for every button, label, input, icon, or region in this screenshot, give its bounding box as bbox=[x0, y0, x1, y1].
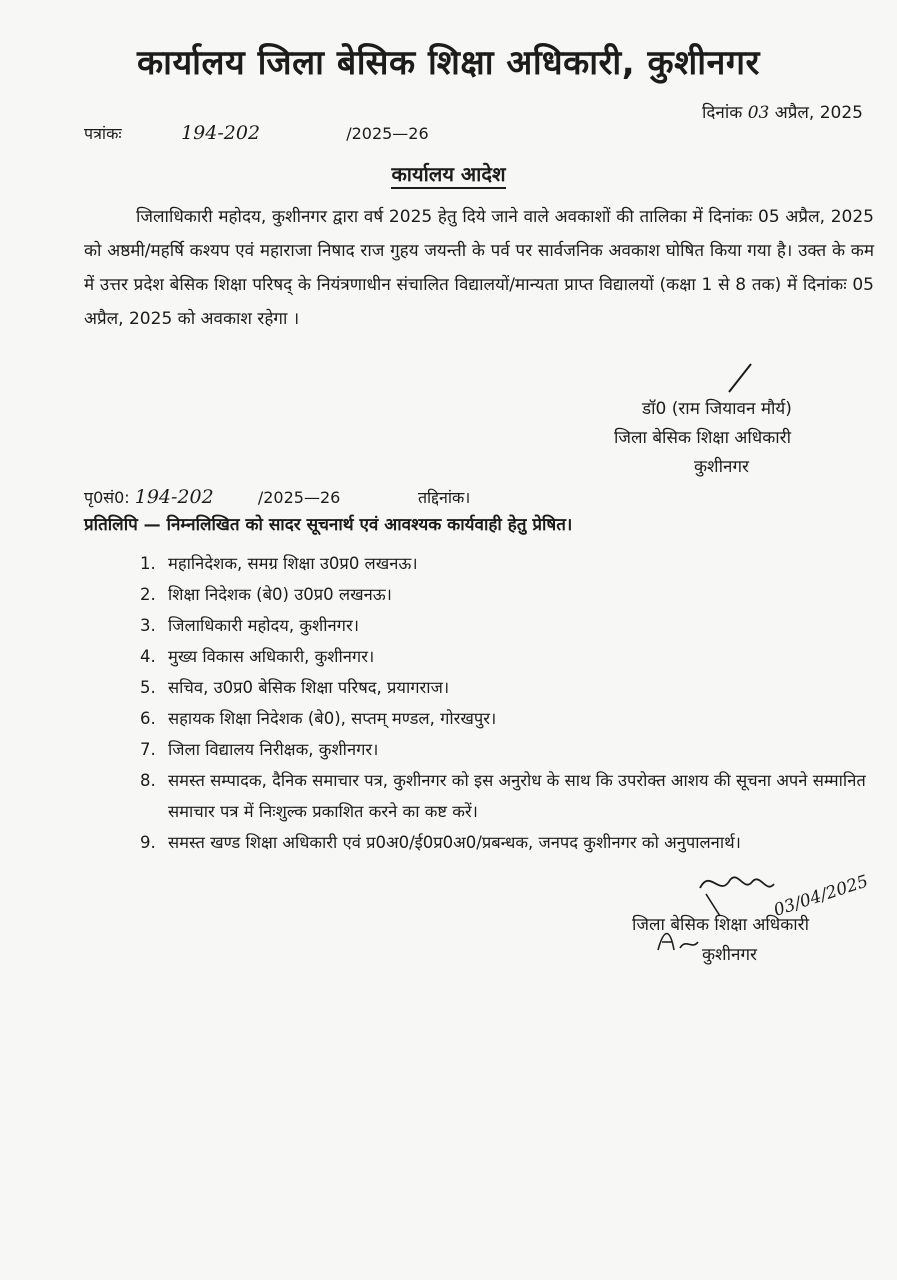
list-item bbox=[140, 579, 880, 610]
signature-stroke-icon bbox=[725, 360, 755, 396]
item-number: 2. bbox=[140, 585, 156, 604]
item-number: 6. bbox=[140, 709, 156, 728]
second-signatory-place: कुशीनगर bbox=[702, 945, 757, 965]
ref-label: पत्रांकः bbox=[84, 124, 122, 143]
item-text: जिला विद्यालय निरीक्षक, कुशीनगर। bbox=[168, 740, 379, 759]
recipient-list bbox=[140, 548, 880, 858]
list-item bbox=[140, 703, 880, 734]
endorsement-reference bbox=[84, 486, 470, 508]
item-number: 9. bbox=[140, 833, 156, 852]
office-title: कार्यालय जिला बेसिक शिक्षा अधिकारी, कुशीनगर bbox=[137, 43, 760, 83]
ref-number-handwritten: 194-202 bbox=[181, 122, 261, 144]
date-day-handwritten: 03 bbox=[747, 103, 770, 123]
item-text: सहायक शिक्षा निदेशक (बे0), सप्तम् मण्डल, गोरखपुर। bbox=[168, 709, 497, 728]
same-date-label: तद्दिनांक। bbox=[417, 488, 471, 507]
item-text: महानिदेशक, समग्र शिक्षा उ0प्र0 लखनऊ। bbox=[168, 554, 418, 573]
item-number: 3. bbox=[140, 616, 156, 635]
item-number: 5. bbox=[140, 678, 156, 697]
order-heading-text: कार्यालय आदेश bbox=[391, 162, 505, 189]
item-number: 7. bbox=[140, 740, 156, 759]
signatory-block bbox=[614, 395, 884, 482]
ref-year: /2025—26 bbox=[346, 124, 429, 143]
signatory-place: कुशीनगर bbox=[694, 457, 749, 477]
signatory-name: डॉ0 (राम जियावन मौर्य) bbox=[642, 399, 792, 419]
list-item bbox=[140, 672, 880, 703]
item-number: 4. bbox=[140, 647, 156, 666]
endorsement-ref-number: 194-202 bbox=[134, 486, 214, 508]
list-item bbox=[140, 734, 880, 765]
item-number: 8. bbox=[140, 771, 156, 790]
list-item bbox=[140, 765, 880, 827]
endorsement-ref-label: पृ0सं0: bbox=[84, 488, 130, 507]
item-text: समस्त सम्पादक, दैनिक समाचार पत्र, कुशीनगर को इस अनुरोध के साथ कि उपरोक्त आशय की सूचना अपने सम्मानित समाचार पत्र में निःशुल्क प्रकाशित करने का कष्ट करें। bbox=[168, 771, 866, 821]
signature-date: 03/04/2025 bbox=[771, 871, 871, 921]
list-item bbox=[140, 827, 880, 858]
second-signatory-block bbox=[632, 910, 892, 970]
item-number: 1. bbox=[140, 554, 156, 573]
order-heading bbox=[0, 160, 897, 187]
endorsement-ref-year: /2025—26 bbox=[257, 488, 341, 507]
second-signatory-designation: जिला बेसिक शिक्षा अधिकारी bbox=[632, 915, 810, 935]
date-rest: अप्रैल, 2025 bbox=[774, 103, 863, 123]
copy-to-line: प्रतिलिपि — निम्नलिखित को सादर सूचनार्थ एवं आवश्यक कार्यवाही हेतु प्रेषित। bbox=[84, 515, 573, 535]
order-date bbox=[702, 100, 863, 123]
date-label: दिनांक bbox=[701, 103, 743, 123]
list-item bbox=[140, 548, 880, 579]
signatory-designation: जिला बेसिक शिक्षा अधिकारी bbox=[614, 428, 792, 448]
letter-reference bbox=[84, 122, 684, 144]
list-item bbox=[140, 610, 880, 641]
item-text: सचिव, उ0प्र0 बेसिक शिक्षा परिषद, प्रयागराज। bbox=[168, 678, 450, 697]
order-body: जिलाधिकारी महोदय, कुशीनगर द्वारा वर्ष 2025 हेतु दिये जाने वाले अवकाशों की तालिका में दिनांकः 05 अप्रैल, 2025 को अष्ठमी/महर्षि कश्यप एवं महाराजा निषाद राज गुहय जयन्ती के पर्व पर सार्वजनिक अवकाश घोषित किया गया है। उक्त के कम में उत्तर प्रदेश बेसिक शिक्षा परिषद् के नियंत्रणाधीन संचालित विद्यालयों/मान्यता प्राप्त विद्यालयों (कक्षा 1 से 8 तक) में दिनांकः 05 अप्रैल, 2025 को अवकाश रहेगा । bbox=[84, 207, 874, 329]
item-text: शिक्षा निदेशक (बे0) उ0प्र0 लखनऊ। bbox=[168, 585, 392, 604]
item-text: मुख्य विकास अधिकारी, कुशीनगर। bbox=[168, 647, 375, 666]
item-text: समस्त खण्ड शिक्षा अधिकारी एवं प्र0अ0/ई0प्र0अ0/प्रबन्धक, जनपद कुशीनगर को अनुपालनार्थ। bbox=[168, 833, 741, 852]
list-item bbox=[140, 641, 880, 672]
item-text: जिलाधिकारी महोदय, कुशीनगर। bbox=[168, 616, 359, 635]
